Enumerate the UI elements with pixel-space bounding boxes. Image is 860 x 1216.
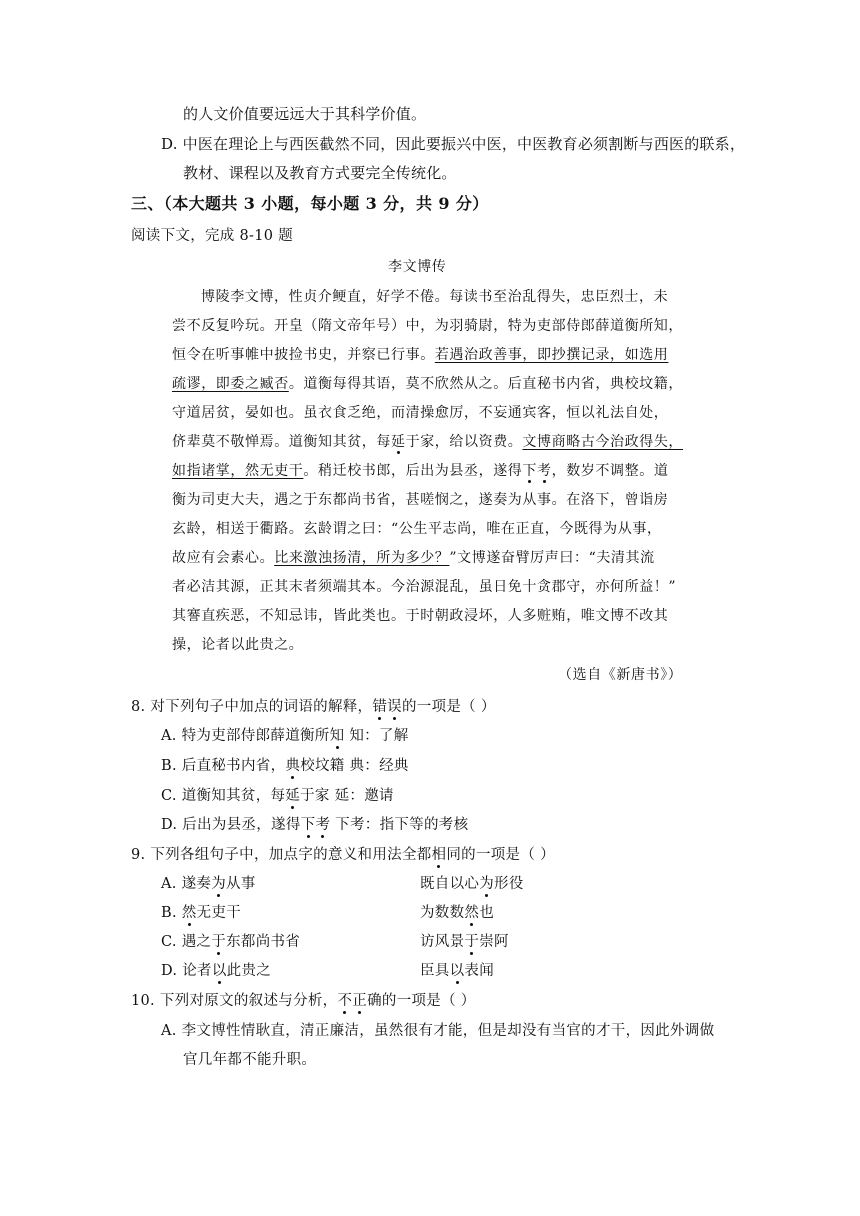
question-9-option-b: B. 然无吏干 为数数然也 <box>161 905 495 921</box>
passage-line: 其謇直疾恶，不知忌讳，皆此类也。于时朝政浸坏，人多赃贿，唯文博不改其 <box>172 608 669 624</box>
option-d-line2: 教材、课程以及教育方式要完全传统化。 <box>183 164 457 182</box>
question-9-option-c: C. 遇之于东都尚书省 访风景于崇阿 <box>161 934 509 950</box>
question-9-stem: 9. 下列各组句子中，加点字的意义和用法全都相同的一项是（ ） <box>131 847 555 863</box>
question-9-option-d: D. 论者以此贵之 臣具以表闻 <box>161 963 495 979</box>
dotted-char: 于 <box>211 934 227 950</box>
dotted-char: 于 <box>464 934 480 950</box>
underlined-sentence: 如指诸掌，然无吏干 <box>172 463 304 479</box>
section-instruction: 阅读下文，完成 8-10 题 <box>131 228 293 244</box>
passage-line: 如指诸掌，然无吏干。稍迁校书郎，后出为县丞，遂得下考，数岁不调整。道 <box>172 463 669 479</box>
question-9-option-a: A. 遂奏为从事 既自以心为形役 <box>161 876 524 892</box>
underlined-sentence: 文博商略古今治政得失， <box>522 434 684 450</box>
option-d-line1: D. 中医在理论上与西医截然不同，因此要振兴中医，中医教育必须割断与西医的联系， <box>161 135 746 153</box>
question-8-option-c: C. 道衡知其贫，每延于家 延：邀请 <box>161 788 394 804</box>
passage-line: 尝不反复吟玩。开皇（隋文帝年号）中，为羽骑尉，特为吏部侍郎薛道衡所知， <box>172 318 683 334</box>
passage-line: 博陵李文博，性贞介鲠直，好学不倦。每读书至治乱得失，忠臣烈士，未 <box>201 289 669 305</box>
passage-line: 操，论者以此贵之。 <box>172 637 304 653</box>
dotted-char: 以 <box>211 963 227 979</box>
dotted-char: 然 <box>181 905 197 921</box>
passage-line: 守道居贫，晏如也。虽衣食乏绝，而清操愈厉，不妄通宾客，恒以礼法自处， <box>172 405 669 421</box>
passage-line: 衡为司吏大夫，遇之于东都尚书省，甚嗟悯之，遂奏为从事。在洛下，曾诣房 <box>172 492 669 508</box>
passage-line: 者必洁其源，正其末者须端其本。今治源混乱，虽日免十贪郡守，亦何所益！” <box>172 579 677 595</box>
question-10-stem: 10. 下列对原文的叙述与分析，不正确的一项是（ ） <box>131 993 476 1009</box>
dotted-char: 考 <box>315 817 331 833</box>
passage-line: 侪辈莫不敬惮焉。道衡知其贫，每延于家，给以资费。文博商略古今治政得失， <box>172 434 684 450</box>
dotted-char: 考 <box>537 463 552 479</box>
question-8-stem: 8. 对下列句子中加点的词语的解释，错误的一项是（ ） <box>131 699 496 715</box>
dotted-char: 下 <box>522 463 538 479</box>
question-8-option-d: D. 后出为县丞，遂得下考 下考：指下等的考核 <box>161 817 469 833</box>
dotted-char: 下 <box>300 817 316 833</box>
dotted-char: 然 <box>464 905 480 921</box>
passage-line: 恒令在听事帷中披捡书史，并察已行事。若遇治政善事，即抄撰记录，如选用 <box>172 347 669 363</box>
underlined-sentence: 若遇治政善事，即抄撰记录，如选用 <box>434 347 669 363</box>
question-10-option-a-line2: 官几年都不能升职。 <box>183 1052 317 1068</box>
question-10-option-a-line1: A. 李文博性情耿直，清正廉洁，虽然很有才能，但是却没有当官的才干，因此外调做 <box>161 1023 715 1039</box>
dotted-char: 以 <box>449 963 465 979</box>
underlined-sentence: 疏谬，即委之臧否 <box>172 376 289 392</box>
dotted-char: 为 <box>211 876 227 892</box>
section-heading: 三、（本大题共 3 小题，每小题 3 分，共 9 分） <box>131 194 489 213</box>
passage-title: 李文博传 <box>388 259 447 275</box>
question-8-option-b: B. 后直秘书内省，典校坟籍 典：经典 <box>161 758 409 774</box>
passage-line: 玄龄，相送于衢路。玄龄谓之曰：“公生平志尚，唯在正直，今既得为从事， <box>172 521 662 537</box>
option-c-continuation: 的人文价值要远远大于其科学价值。 <box>183 105 427 123</box>
passage-line: 疏谬，即委之臧否。道衡每得其语，莫不欣然从之。后直秘书内省，典校坟籍， <box>172 376 684 392</box>
underlined-sentence: 比来激浊扬清，所为多少？ <box>274 550 450 566</box>
dotted-char: 延 <box>285 788 301 804</box>
dotted-char: 为 <box>479 876 495 892</box>
question-8-option-a: A. 特为吏部侍郎薛道衡所知 知：了解 <box>161 728 409 744</box>
dotted-char: 延 <box>391 434 406 450</box>
passage-line: 故应有会素心。比来激浊扬清，所为多少？”文博遂奋臂厉声曰：“夫清其流 <box>172 550 655 566</box>
dotted-char: 知 <box>329 728 345 744</box>
dotted-char: 典 <box>285 758 301 774</box>
passage-source: （选自《新唐书》） <box>558 667 683 683</box>
